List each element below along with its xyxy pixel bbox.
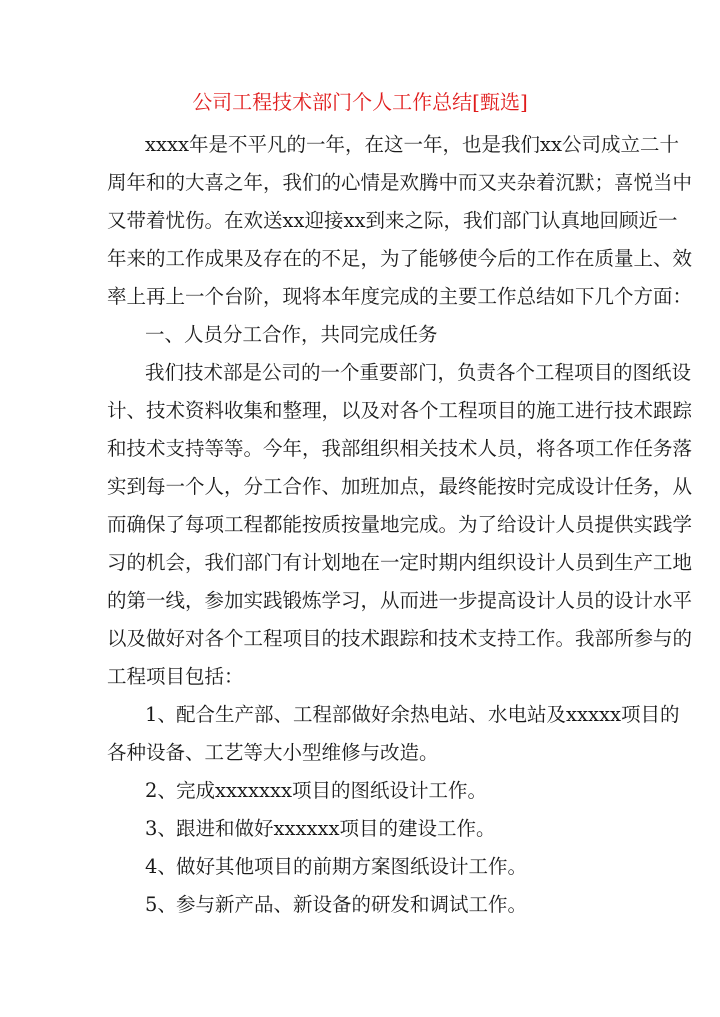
document-title: 公司工程技术部门个人工作总结[甄选] [192, 90, 528, 114]
body-line: 计、技术资料收集和整理，以及对各个工程项目的施工进行技术跟踪 [107, 399, 693, 422]
intro-line: xxxx年是不平凡的一年，在这一年，也是我们xx公司成立二十 [145, 133, 679, 156]
list-item-text: 完成xxxxxxx项目的图纸设计工作。 [176, 779, 487, 802]
body-line: 以及做好对各个工程项目的技术跟踪和技术支持工作。我部所参与的 [107, 627, 693, 650]
section-heading: 一、人员分工合作，共同完成任务 [145, 323, 438, 346]
body-line: 我们技术部是公司的一个重要部门，负责各个工程项目的图纸设 [145, 361, 692, 384]
list-item-continuation: 各种设备、工艺等大小型维修与改造。 [107, 741, 439, 764]
list-item-number: 4、 [145, 855, 177, 878]
intro-line: 年来的工作成果及存在的不足，为了能够使今后的工作在质量上、效 [107, 247, 693, 270]
list-item-text: 跟进和做好xxxxxx项目的建设工作。 [176, 817, 496, 840]
body-line: 的第一线，参加实践锻炼学习，从而进一步提高设计人员的设计水平 [107, 589, 693, 612]
list-item-number: 2、 [145, 779, 177, 802]
list-item-text: 配合生产部、工程部做好余热电站、水电站及xxxxx项目的 [176, 703, 680, 726]
intro-line: 率上再上一个台阶，现将本年度完成的主要工作总结如下几个方面： [107, 285, 693, 308]
list-item-text: 参与新产品、新设备的研发和调试工作。 [176, 893, 528, 916]
list-item-number: 3、 [145, 817, 177, 840]
list-item-text: 做好其他项目的前期方案图纸设计工作。 [176, 855, 528, 878]
body-line: 习的机会，我们部门有计划地在一定时期内组织设计人员到生产工地 [107, 551, 693, 574]
body-line: 而确保了每项工程都能按质按量地完成。为了给设计人员提供实践学 [107, 513, 693, 536]
intro-line: 周年和的大喜之年，我们的心情是欢腾中而又夹杂着沉默；喜悦当中 [107, 171, 693, 194]
body-line: 实到每一个人，分工合作、加班加点，最终能按时完成设计任务，从 [107, 475, 693, 498]
intro-line: 又带着忧伤。在欢送xx迎接xx到来之际，我们部门认真地回顾近一 [107, 209, 678, 232]
body-line: 和技术支持等等。今年，我部组织相关技术人员，将各项工作任务落 [107, 437, 693, 460]
body-line: 工程项目包括： [107, 665, 244, 688]
list-item-number: 1、 [145, 703, 177, 726]
list-item-number: 5、 [145, 893, 177, 916]
